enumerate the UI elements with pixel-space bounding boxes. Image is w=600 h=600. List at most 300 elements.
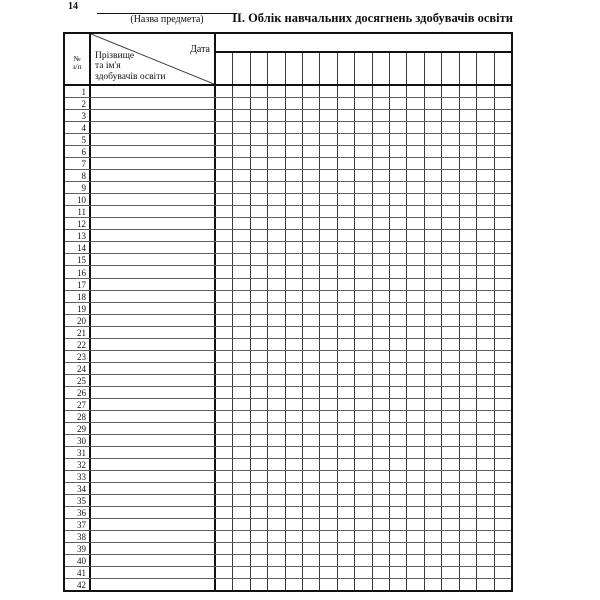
grade-cell — [338, 519, 355, 530]
grade-cell — [495, 279, 511, 290]
grade-cell — [425, 182, 442, 193]
grade-cell — [251, 459, 268, 470]
grade-cell — [320, 291, 337, 302]
student-name-cell — [91, 194, 216, 205]
table-row — [65, 423, 511, 435]
grade-cell — [286, 303, 303, 314]
grade-cell — [233, 339, 250, 350]
grade-cell — [303, 459, 320, 470]
grade-cell — [320, 363, 337, 374]
table-row — [65, 206, 511, 218]
student-name-cell — [91, 303, 216, 314]
grade-cell — [251, 230, 268, 241]
grade-cell — [407, 158, 424, 169]
grade-cell — [286, 507, 303, 518]
grade-cell — [355, 254, 372, 265]
grade-cell — [268, 266, 285, 277]
grade-cell — [442, 242, 459, 253]
grade-cell — [495, 98, 511, 109]
grade-cell — [251, 315, 268, 326]
grade-cell — [216, 531, 233, 542]
grade-cell — [390, 98, 407, 109]
row-number-cell: 8 — [65, 170, 91, 181]
grade-cell — [442, 387, 459, 398]
grade-cell — [407, 315, 424, 326]
grade-cell — [355, 182, 372, 193]
grade-cell — [216, 194, 233, 205]
grade-cell — [268, 279, 285, 290]
grade-cell — [338, 495, 355, 506]
grade-cell — [495, 206, 511, 217]
grade-cell — [442, 122, 459, 133]
grade-cell — [495, 543, 511, 554]
grade-cell — [233, 218, 250, 229]
grade-cell — [373, 230, 390, 241]
table-row — [65, 266, 511, 278]
grade-cell — [320, 86, 337, 97]
table-row — [65, 158, 511, 170]
table-row — [65, 303, 511, 315]
grade-cell — [460, 206, 477, 217]
row-number-cell: 41 — [65, 567, 91, 578]
student-name-cell — [91, 423, 216, 434]
grade-cell — [442, 519, 459, 530]
row-number-cell: 17 — [65, 279, 91, 290]
grade-cell — [338, 567, 355, 578]
grade-cell — [460, 98, 477, 109]
grade-cell — [233, 242, 250, 253]
grade-cell — [390, 86, 407, 97]
grade-cell — [355, 555, 372, 566]
table-row — [65, 134, 511, 146]
grade-cell — [286, 266, 303, 277]
grade-cell — [251, 291, 268, 302]
grade-cell — [355, 266, 372, 277]
grade-cell — [303, 254, 320, 265]
index-header-line1: № — [73, 53, 81, 63]
grade-cell — [460, 435, 477, 446]
date-cell — [407, 53, 424, 84]
grade-cell — [286, 315, 303, 326]
grade-cell — [320, 327, 337, 338]
grade-cell — [477, 471, 494, 482]
grade-cell — [477, 279, 494, 290]
grade-cell — [460, 531, 477, 542]
grade-cell — [216, 447, 233, 458]
grade-cell — [407, 230, 424, 241]
grade-cell — [303, 387, 320, 398]
grade-cell — [442, 266, 459, 277]
row-number-cell: 19 — [65, 303, 91, 314]
grade-cell — [407, 327, 424, 338]
grade-cell — [425, 291, 442, 302]
grade-cell — [233, 98, 250, 109]
grade-cell — [338, 146, 355, 157]
grade-cell — [407, 339, 424, 350]
grade-cell — [286, 423, 303, 434]
grade-cell — [233, 399, 250, 410]
grade-cell — [338, 363, 355, 374]
grade-cell — [233, 375, 250, 386]
grade-cell — [355, 519, 372, 530]
grade-cell — [320, 423, 337, 434]
grade-cell — [355, 122, 372, 133]
date-cell — [495, 53, 511, 84]
grade-cell — [286, 471, 303, 482]
grade-cell — [425, 315, 442, 326]
student-name-cell — [91, 230, 216, 241]
grade-cell — [373, 303, 390, 314]
grade-cell — [338, 194, 355, 205]
name-column-header — [91, 34, 216, 84]
grade-cell — [251, 387, 268, 398]
row-number-cell: 23 — [65, 351, 91, 362]
grade-cell — [460, 495, 477, 506]
grade-cell — [320, 387, 337, 398]
student-name-cell — [91, 459, 216, 470]
grade-cell — [355, 194, 372, 205]
grade-cell — [233, 423, 250, 434]
grade-cell — [460, 555, 477, 566]
grade-cell — [303, 435, 320, 446]
grade-cell — [320, 182, 337, 193]
grade-cell — [268, 206, 285, 217]
grade-cell — [303, 579, 320, 590]
grade-cell — [390, 411, 407, 422]
grade-cell — [320, 351, 337, 362]
grade-cell — [390, 158, 407, 169]
grade-cell — [233, 543, 250, 554]
row-number-cell: 30 — [65, 435, 91, 446]
grade-cell — [407, 483, 424, 494]
grade-cell — [251, 411, 268, 422]
grade-cell — [390, 555, 407, 566]
grade-cell — [390, 291, 407, 302]
grade-cell — [477, 459, 494, 470]
grade-cell — [268, 98, 285, 109]
grade-cell — [268, 291, 285, 302]
grade-cell — [477, 158, 494, 169]
grade-cell — [495, 507, 511, 518]
student-name-cell — [91, 579, 216, 590]
grade-cell — [268, 543, 285, 554]
grade-cell — [268, 387, 285, 398]
grade-cell — [495, 579, 511, 590]
grade-cell — [460, 399, 477, 410]
student-name-cell — [91, 435, 216, 446]
grade-cell — [460, 363, 477, 374]
grade-cell — [251, 351, 268, 362]
grade-cell — [303, 555, 320, 566]
grade-cell — [338, 206, 355, 217]
grade-cell — [425, 303, 442, 314]
grade-cell — [442, 134, 459, 145]
table-row — [65, 579, 511, 590]
index-column-header — [65, 34, 91, 84]
grade-cell — [495, 387, 511, 398]
grade-cell — [442, 230, 459, 241]
date-cell — [425, 53, 442, 84]
grade-cell — [407, 399, 424, 410]
grade-cell — [390, 327, 407, 338]
student-name-cell — [91, 387, 216, 398]
grade-cell — [477, 399, 494, 410]
grade-cell — [442, 471, 459, 482]
grade-cell — [373, 242, 390, 253]
grade-cell — [390, 218, 407, 229]
grade-cell — [303, 507, 320, 518]
grade-cell — [390, 351, 407, 362]
grade-cell — [373, 146, 390, 157]
grade-cell — [233, 134, 250, 145]
grade-cell — [320, 110, 337, 121]
date-cell — [373, 53, 390, 84]
grade-cell — [251, 567, 268, 578]
table-row — [65, 230, 511, 242]
grade-cell — [251, 327, 268, 338]
grade-cell — [460, 519, 477, 530]
grade-cell — [303, 327, 320, 338]
grade-cell — [268, 254, 285, 265]
grade-cell — [425, 327, 442, 338]
table-row — [65, 399, 511, 411]
grade-cell — [216, 134, 233, 145]
student-name-cell — [91, 483, 216, 494]
grade-cell — [303, 98, 320, 109]
grade-cell — [460, 266, 477, 277]
grade-cell — [373, 567, 390, 578]
grade-cell — [407, 507, 424, 518]
name-header-line2: та ім'я — [95, 61, 121, 71]
grade-cell — [320, 435, 337, 446]
grade-cell — [390, 122, 407, 133]
grade-cell — [495, 315, 511, 326]
table-row — [65, 495, 511, 507]
grade-cell — [407, 567, 424, 578]
grade-cell — [355, 423, 372, 434]
grade-cell — [320, 555, 337, 566]
grade-cell — [303, 206, 320, 217]
grade-cell — [286, 158, 303, 169]
grade-cell — [425, 531, 442, 542]
grade-cell — [303, 182, 320, 193]
grade-cell — [216, 206, 233, 217]
grade-cell — [390, 339, 407, 350]
grade-cell — [425, 122, 442, 133]
grade-cell — [355, 206, 372, 217]
grade-cell — [407, 375, 424, 386]
grade-cell — [355, 134, 372, 145]
grade-cell — [286, 146, 303, 157]
grade-cell — [460, 375, 477, 386]
row-number-cell: 11 — [65, 206, 91, 217]
grade-cell — [286, 363, 303, 374]
grade-cell — [338, 579, 355, 590]
grade-cell — [425, 459, 442, 470]
grade-cell — [251, 579, 268, 590]
grade-cell — [320, 531, 337, 542]
grade-cell — [373, 423, 390, 434]
grade-cell — [460, 579, 477, 590]
grade-cell — [251, 279, 268, 290]
date-cell — [268, 53, 285, 84]
student-name-cell — [91, 327, 216, 338]
grade-cell — [303, 315, 320, 326]
grade-cell — [460, 339, 477, 350]
grade-cell — [233, 495, 250, 506]
table-row — [65, 110, 511, 122]
grade-cell — [373, 266, 390, 277]
grade-cell — [251, 110, 268, 121]
grade-cell — [303, 543, 320, 554]
grade-cell — [442, 194, 459, 205]
grade-cell — [442, 459, 459, 470]
table-row — [65, 555, 511, 567]
grade-cell — [477, 495, 494, 506]
grade-cell — [216, 579, 233, 590]
grade-cell — [303, 399, 320, 410]
grade-cell — [251, 363, 268, 374]
grade-cell — [268, 327, 285, 338]
grade-cell — [286, 411, 303, 422]
student-name-cell — [91, 315, 216, 326]
grade-cell — [320, 567, 337, 578]
student-name-cell — [91, 519, 216, 530]
grade-cell — [216, 483, 233, 494]
grade-cell — [303, 122, 320, 133]
grade-cell — [407, 519, 424, 530]
grade-cell — [442, 555, 459, 566]
grade-cell — [216, 399, 233, 410]
grade-cell — [355, 447, 372, 458]
grade-cell — [233, 507, 250, 518]
grade-cell — [390, 206, 407, 217]
grade-cell — [320, 158, 337, 169]
table-row — [65, 351, 511, 363]
grade-cell — [338, 182, 355, 193]
grade-cell — [251, 206, 268, 217]
grade-cell — [233, 531, 250, 542]
student-name-cell — [91, 351, 216, 362]
grade-cell — [286, 254, 303, 265]
grade-cell — [233, 447, 250, 458]
grade-cell — [390, 531, 407, 542]
grade-cell — [355, 543, 372, 554]
grade-cell — [216, 387, 233, 398]
grade-cell — [460, 86, 477, 97]
grade-cell — [442, 98, 459, 109]
table-row — [65, 471, 511, 483]
grade-cell — [460, 134, 477, 145]
grade-cell — [477, 435, 494, 446]
date-label: Дата — [190, 44, 210, 55]
grade-cell — [477, 411, 494, 422]
grade-cell — [303, 86, 320, 97]
grade-cell — [286, 122, 303, 133]
grade-cell — [407, 206, 424, 217]
student-name-cell — [91, 291, 216, 302]
date-cell — [303, 53, 320, 84]
grade-cell — [338, 351, 355, 362]
grade-cell — [495, 182, 511, 193]
grade-cell — [407, 110, 424, 121]
grade-cell — [286, 339, 303, 350]
grade-cell — [390, 495, 407, 506]
grade-cell — [390, 519, 407, 530]
grade-cell — [268, 459, 285, 470]
grade-cell — [268, 194, 285, 205]
grade-cell — [495, 435, 511, 446]
grade-cell — [407, 86, 424, 97]
grade-cell — [338, 134, 355, 145]
grade-cell — [338, 315, 355, 326]
table-row — [65, 291, 511, 303]
grade-cell — [407, 459, 424, 470]
table-row — [65, 98, 511, 110]
table-row — [65, 411, 511, 423]
grade-cell — [442, 435, 459, 446]
grade-cell — [495, 363, 511, 374]
grade-cell — [216, 158, 233, 169]
grade-cell — [425, 447, 442, 458]
grade-cell — [390, 170, 407, 181]
grade-cell — [495, 254, 511, 265]
grade-cell — [477, 327, 494, 338]
grade-cell — [425, 375, 442, 386]
grade-cell — [303, 170, 320, 181]
grade-cell — [442, 206, 459, 217]
grade-cell — [216, 351, 233, 362]
grade-cell — [303, 218, 320, 229]
grade-cell — [442, 543, 459, 554]
grade-cell — [425, 230, 442, 241]
grade-cell — [495, 303, 511, 314]
table-row — [65, 387, 511, 399]
grade-cell — [233, 483, 250, 494]
name-header-line3: здобувачів освіти — [95, 71, 166, 82]
grade-cell — [320, 134, 337, 145]
grade-cell — [233, 471, 250, 482]
grade-cell — [390, 435, 407, 446]
grade-cell — [495, 291, 511, 302]
grade-cell — [425, 146, 442, 157]
grade-cell — [477, 266, 494, 277]
grade-cell — [251, 158, 268, 169]
grade-cell — [495, 110, 511, 121]
grade-cell — [233, 327, 250, 338]
grade-cell — [460, 483, 477, 494]
grade-cell — [320, 122, 337, 133]
grade-cell — [477, 170, 494, 181]
grade-cell — [495, 146, 511, 157]
grade-cell — [460, 411, 477, 422]
grade-cell — [407, 146, 424, 157]
table-row — [65, 447, 511, 459]
grade-cell — [216, 555, 233, 566]
grade-cell — [251, 471, 268, 482]
grade-cell — [233, 182, 250, 193]
grade-cell — [233, 303, 250, 314]
grade-cell — [233, 206, 250, 217]
grade-cell — [495, 122, 511, 133]
grade-cell — [338, 447, 355, 458]
grade-cell — [373, 182, 390, 193]
name-header-label — [95, 51, 165, 83]
grade-cell — [425, 339, 442, 350]
grade-cell — [216, 254, 233, 265]
grade-cell — [407, 170, 424, 181]
grade-cell — [216, 170, 233, 181]
